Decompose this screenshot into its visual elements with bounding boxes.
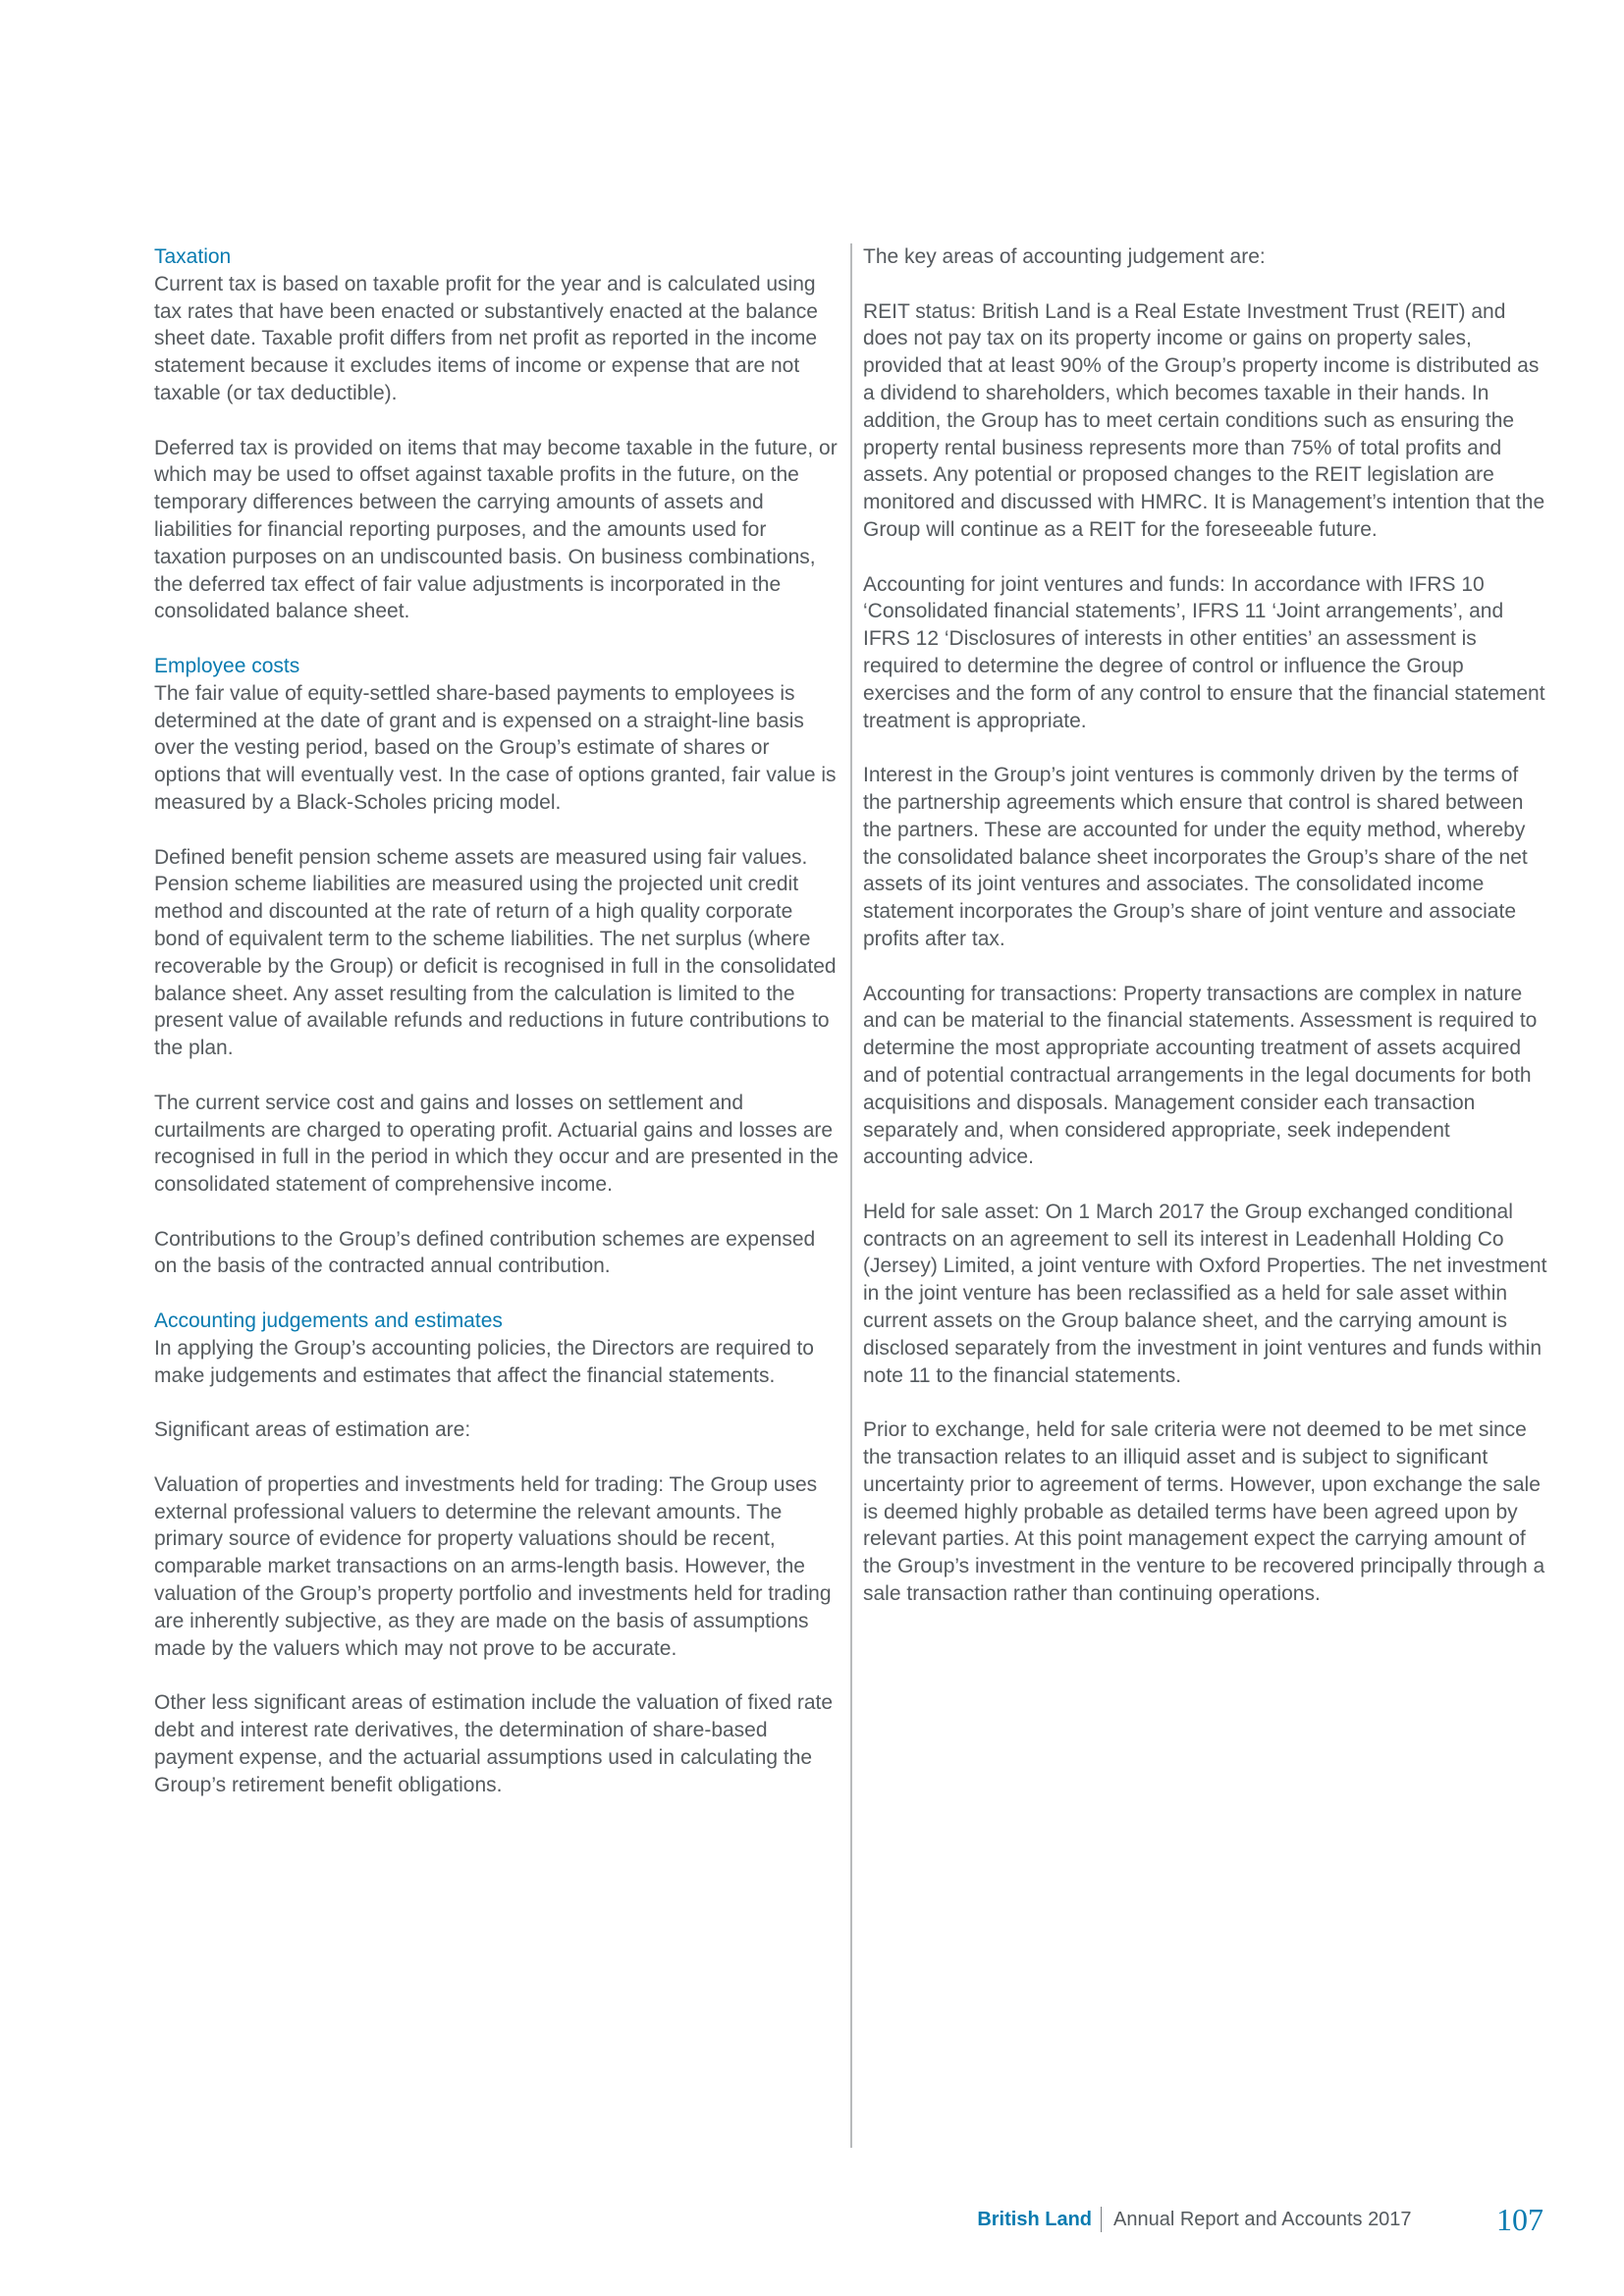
paragraph: Held for sale asset: On 1 March 2017 the Group exchanged conditional contracts on an agreement to sell its interest in Leadenhall Holding Co (Jersey) Limited, a joint venture with Oxford Properties. The net investment in the joint venture has been reclassified as a held for sale asset within current assets on the Group balance sheet, and the carrying amount is disclosed separately from the investment in joint ventures and funds within note 11 to the financial statements.	[863, 1200, 1547, 1387]
paragraph: Prior to exchange, held for sale criteria were not deemed to be met since the transaction relates to an illiquid asset and is subject to significant uncertainty prior to agreement of terms. However, upon exchange the sale is deemed highly probable as detailed terms have been agreed upon by relevant parties. At this point management expect the carrying amount of the Group’s investment in the venture to be recovered principally through a sale transaction rather than continuing operations.	[863, 1418, 1545, 1606]
column-divider	[850, 243, 852, 2148]
paragraph: Defined benefit pension scheme assets are measured using fair values. Pension scheme liabilities are measured using the projected unit credit method and discounted at the rate of return of a high quality corporate bond of equivalent term to the scheme liabilities. The net surplus (where recoverable by the Group) or deficit is recognised in full in the consolidated balance sheet. Any asset resulting from the calculation is limited to the present value of available refunds and reductions in future contributions to the plan.	[154, 845, 837, 1060]
section-heading-accounting-judgements: Accounting judgements and estimates	[154, 1309, 503, 1333]
footer-separator	[1101, 2207, 1102, 2232]
paragraph: Accounting for joint ventures and funds: In accordance with IFRS 10 ‘Consolidated financial statements’, IFRS 11 ‘Joint arrangements’, and IFRS 12 ‘Disclosures of interests in other entities’ an assessment is required to determine the degree of control or influence the Group exercises and the form of any control to ensure that the financial statement treatment is appropriate.	[863, 572, 1545, 732]
right-column	[863, 243, 1550, 1635]
paragraph: REIT status: British Land is a Real Estate Investment Trust (REIT) and does not pay tax on its property income or gains on property sales, provided that at least 90% of the Group’s property income is distributed as a dividend to shareholders, which becomes taxable in their hands. In addition, the Group has to meet certain conditions such as ensuring the property rental business represents more than 75% of total profits and assets. Any potential or proposed changes to the REIT legislation are monitored and discussed with HMRC. It is Management’s intention that the Group will continue as a REIT for the foreseeable future.	[863, 299, 1545, 541]
paragraph: Contributions to the Group’s defined contribution schemes are expensed on the basis of the contracted annual contribution.	[154, 1227, 816, 1278]
page-footer	[0, 2202, 1624, 2241]
page-number: 107	[1496, 2202, 1543, 2237]
paragraph: Significant areas of estimation are:	[154, 1418, 471, 1442]
paragraph: Interest in the Group’s joint ventures is commonly driven by the terms of the partnership agreements which ensure that control is shared between the partners. These are accounted for under the equity method, whereby the consolidated balance sheet incorporates the Group’s share of the net assets of its joint ventures and associates. The consolidated income statement incorporates the Group’s share of joint venture and associate profits after tax.	[863, 764, 1528, 950]
paragraph: The key areas of accounting judgement are:	[863, 245, 1266, 268]
paragraph: In applying the Group’s accounting policies, the Directors are required to make judgements and estimates that affect the financial statements.	[154, 1336, 814, 1387]
paragraph: Current tax is based on taxable profit for the year and is calculated using tax rates that have been enacted or substantively enacted at the balance sheet date. Taxable profit differs from net profit as reported in the income statement because it excludes items of income or expense that are not taxable (or tax deductible).	[154, 272, 818, 404]
paragraph: Other less significant areas of estimation include the valuation of fixed rate debt and interest rate derivatives, the determination of share-based payment expense, and the actuarial assumptions used in calculating the Group’s retirement benefit obligations.	[154, 1691, 834, 1796]
paragraph: The current service cost and gains and losses on settlement and curtailments are charged to operating profit. Actuarial gains and losses are recognised in full in the period in which they occur and are presented in the consolidated statement of comprehensive income.	[154, 1091, 839, 1197]
footer-report-title: Annual Report and Accounts 2017	[1113, 2209, 1412, 2230]
paragraph: Valuation of properties and investments held for trading: The Group uses external professional valuers to determine the relevant amounts. The primary source of evidence for property valuations should be recent, comparable market transactions on an arms-length basis. However, the valuation of the Group’s property portfolio and investments held for trading are inherently subjective, as they are made on the basis of assumptions made by the valuers which may not prove to be accurate.	[154, 1472, 832, 1660]
paragraph: The fair value of equity-settled share-based payments to employees is determined at the date of grant and is expensed on a straight-line basis over the vesting period, based on the Group’s estimate of shares or options that will eventually vest. In the case of options granted, fair value is measured by a Black-Scholes pricing model.	[154, 681, 837, 814]
section-heading-taxation: Taxation	[154, 245, 232, 268]
section-heading-employee-costs: Employee costs	[154, 654, 300, 677]
footer-brand: British Land	[977, 2209, 1092, 2230]
paragraph: Accounting for transactions: Property transactions are complex in nature and can be material to the financial statements. Assessment is required to determine the most appropriate accounting treatment of assets acquired and of potential contractual arrangements in the legal documents for both acquisitions and disposals. Management consider each transaction separately and, when considered appropriate, seek independent accounting advice.	[863, 982, 1538, 1169]
paragraph: Deferred tax is provided on items that may become taxable in the future, or which may be used to offset against taxable profits in the future, on the temporary differences between the carrying amounts of assets and liabilities for financial reporting purposes, and the amounts used for taxation purposes on an undiscounted basis. On business combinations, the deferred tax effect of fair value adjustments is incorporated in the consolidated balance sheet.	[154, 436, 838, 623]
left-column	[154, 243, 841, 1826]
